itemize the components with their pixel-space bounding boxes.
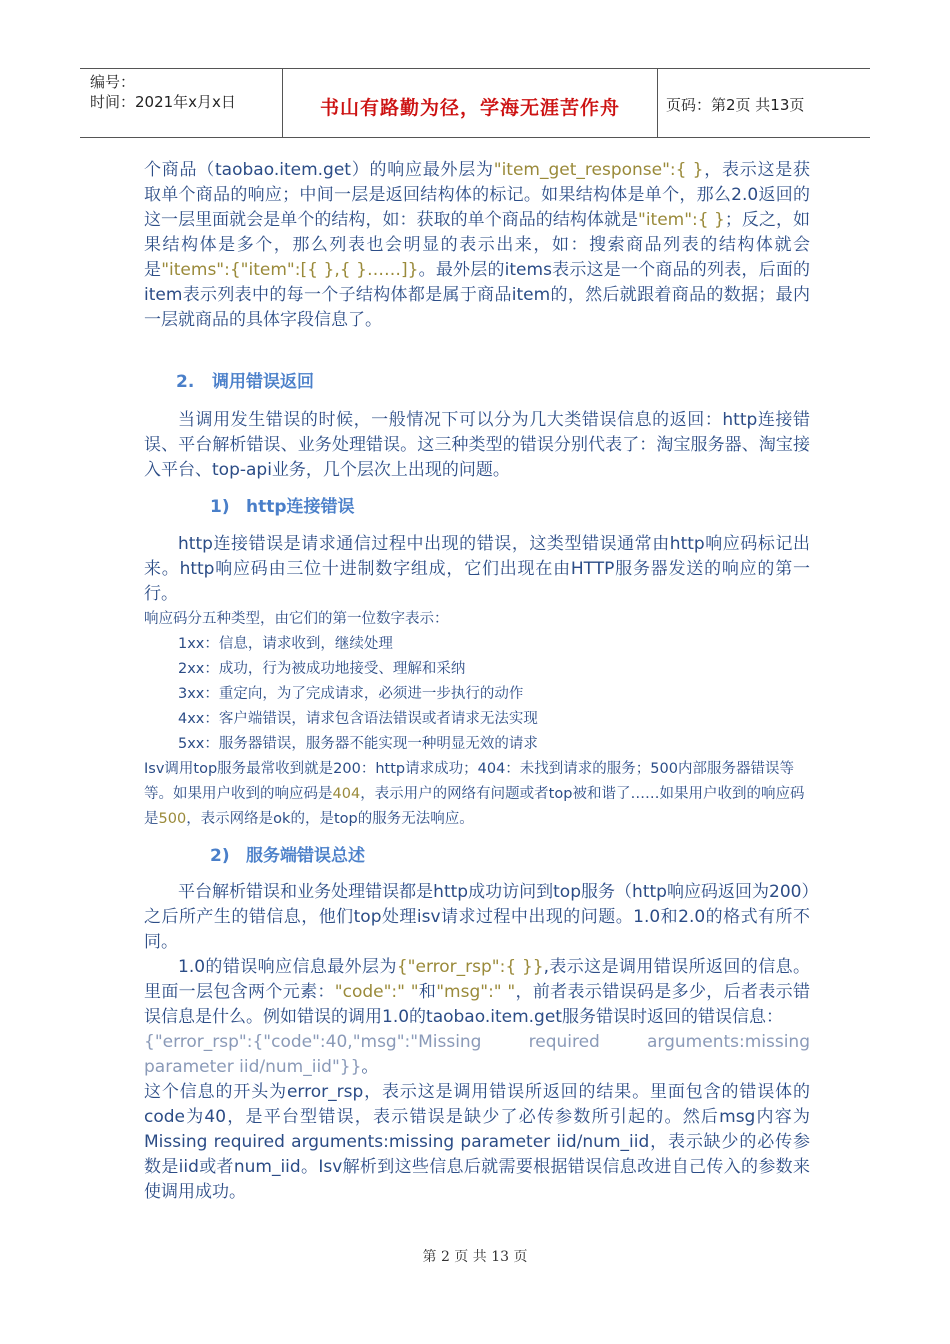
code-snippet: {"error_rsp":{ }} (396, 957, 544, 977)
text-run: 和 (418, 982, 437, 1002)
subsection-title: http连接错误 (246, 497, 355, 517)
error-format-paragraph (144, 955, 810, 1030)
page-footer: 第 2 页 共 13 页 (422, 1249, 528, 1265)
page-header (80, 68, 870, 138)
text-run: 。最外层的items表示这是一个商品的列表，后面的item表示列表中的每一个子结构体都是属于商品item的，然后就跟着商品的数据；最内一层就商品的具体字段信息了。 (144, 260, 811, 330)
section-heading (176, 370, 842, 395)
code-item: 2xx：成功，行为被成功地接受、理解和采纳 (178, 661, 466, 677)
code-snippet: "items":{"item":[{ },{ }……]} (161, 260, 419, 280)
header-page-cell (658, 69, 870, 137)
code-snippet: 404 (332, 786, 361, 802)
text-run: ,表示这是调用错误所返回的信息。里面一层包含两个元素： (144, 957, 810, 1002)
error-explanation-paragraph: 这个信息的开头为error_rsp，表示这是调用错误所返回的结果。里面包含的错误体的code为40，是平台型错误，表示错误是缺少了必传参数所引起的。然后msg内容为Missing required arguments:missing parameter iid/num_iid，表示缺少的必传参数是iid或者num_iid。Isv解析到这些信息后就需要根据错误信息改进自己传入的参数来使调用成功。 (144, 1082, 810, 1202)
intro-paragraph-block (144, 158, 810, 333)
text-run: 。 (361, 1057, 379, 1077)
motto: 书山有路勤为径，学海无涯苦作舟 (319, 97, 620, 119)
code-item: 3xx：重定向，为了完成请求，必须进一步执行的动作 (178, 686, 524, 702)
number-label: 编号： (90, 73, 136, 91)
subsection-number: 1) (210, 497, 230, 517)
section-number: 2. (176, 372, 195, 392)
text-run: ；反之，如果结构体是多个，那么列表也会明显的表示出来，如：搜索商品列表的结构体就会是 (144, 210, 811, 280)
http-error-paragraph: http连接错误是请求通信过程中出现的错误，这类型错误通常由http响应码标记出来。http响应码由三位十进制数字组成，它们出现在由HTTP服务器发送的响应的第一行。 (144, 534, 810, 604)
code-snippet: 500 (158, 811, 187, 827)
page-info: 页码：第2页 共13页 (666, 96, 805, 114)
subsection-number: 2) (210, 846, 230, 866)
code-item: 5xx：服务器错误，服务器不能实现一种明显无效的请求 (178, 736, 538, 752)
section-title: 调用错误返回 (212, 372, 314, 392)
text-run: ，表示这是获取单个商品的响应；中间一层是返回结构体的标记。如果结构体是单个，那么2.0返回的这一层里面就会是单个的结构，如：获取的单个商品的结构体就是 (144, 160, 810, 230)
code-snippet: "item":{ } (638, 210, 725, 230)
code-item: 1xx：信息，请求收到，继续处理 (178, 636, 393, 652)
server-error-paragraph: 平台解析错误和业务处理错误都是http成功访问到top服务（http响应码返回为200）之后所产生的错信息，他们top处理isv请求过程中出现的问题。1.0和2.0的格式有所不同。 (144, 882, 810, 952)
code-snippet: "item_get_response":{ } (493, 160, 704, 180)
server-error-block (144, 880, 810, 1205)
text-run: 个商品（taobao.item.get）的响应最外层为 (144, 160, 494, 180)
code-example: {"error_rsp":{"code":40,"msg":"Missing required arguments:missing parameter iid/num_iid"}} (144, 1032, 810, 1077)
subsection-title: 服务端错误总述 (246, 846, 365, 866)
intro-paragraph (144, 158, 810, 333)
header-meta-cell (80, 69, 283, 137)
text-run: Isv调用top服务最常收到就是200：http请求成功；404：未找到请求的服务；500内部服务器错误等等。如果用户收到的响应码是 (144, 761, 794, 802)
subsection-heading-2 (176, 844, 842, 869)
section-intro: 当调用发生错误的时候，一般情况下可以分为几大类错误信息的返回：http连接错误、平台解析错误、业务处理错误。这三种类型的错误分别代表了：淘宝服务器、淘宝接入平台、top-api业务，几个层次上出现的问题。 (144, 410, 810, 480)
text-run: ，表示用户的网络有问题或者top被和谐了……如果用户收到的响应码是 (144, 786, 805, 827)
date-line: 时间：2021年x月x日 (90, 93, 236, 111)
text-run: 1.0的错误响应信息最外层为 (178, 957, 397, 977)
response-code-lead: 响应码分五种类型，由它们的第一位数字表示： (144, 611, 449, 627)
code-snippet: "msg":" " (436, 982, 516, 1002)
error-example (144, 1030, 810, 1080)
text-run: ，前者表示错误码是多少，后者表示错误信息是什么。例如错误的调用1.0的taobao.item.get服务错误时返回的错误信息： (144, 982, 811, 1027)
code-snippet: "code":" " (334, 982, 419, 1002)
text-run: ，表示网络是ok的，是top的服务无法响应。 (186, 811, 474, 827)
section-intro-block (144, 408, 810, 483)
header-motto-cell (283, 69, 658, 137)
code-item: 4xx：客户端错误，请求包含语法错误或者请求无法实现 (178, 711, 538, 727)
isv-paragraph (144, 757, 810, 832)
subsection-heading-1 (176, 495, 842, 520)
http-error-block (144, 532, 810, 832)
